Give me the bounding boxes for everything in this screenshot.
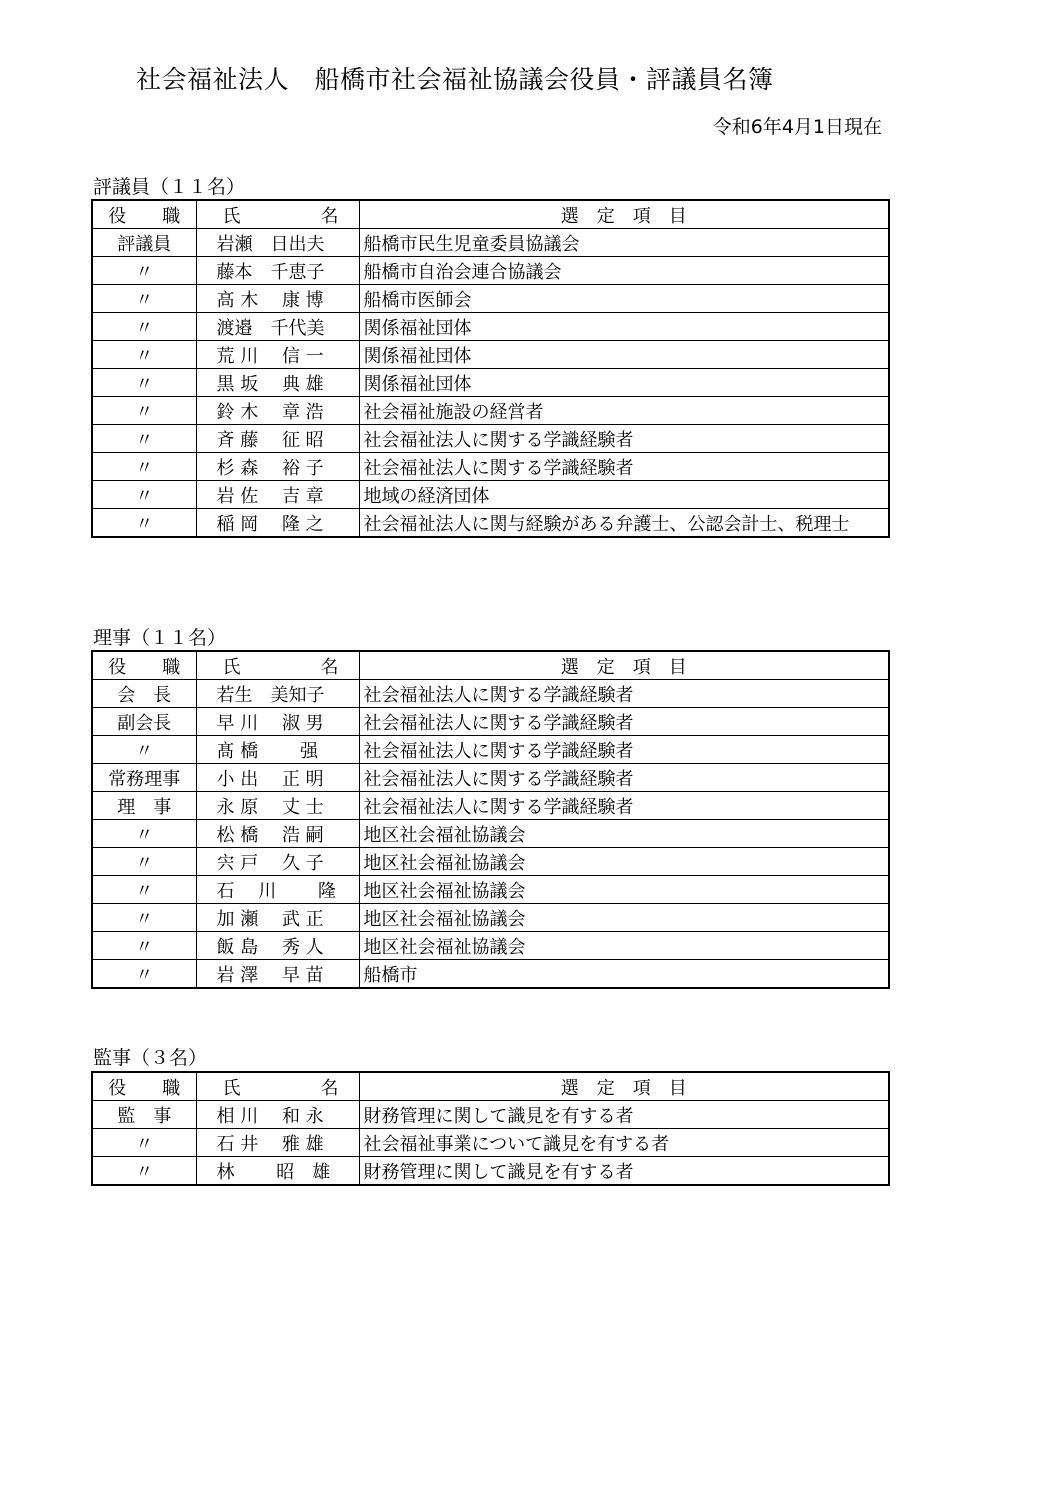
basis-cell: 地区社会福祉協議会 <box>359 848 889 876</box>
role-cell: 〃 <box>92 313 196 341</box>
name-cell: 若生 美知子 <box>196 680 359 708</box>
name-cell: 岩 佐 吉 章 <box>196 481 359 509</box>
role-cell: 監 事 <box>92 1101 196 1129</box>
table-row <box>92 820 889 848</box>
role-cell: 〃 <box>92 736 196 764</box>
table-row <box>92 1157 889 1186</box>
table-header-row <box>92 200 889 229</box>
role-cell: 〃 <box>92 509 196 538</box>
header-basis: 選 定 項 目 <box>359 1072 889 1101</box>
header-name-left: 氏 <box>222 1077 241 1099</box>
table-row <box>92 764 889 792</box>
name-cell: 渡邉 千代美 <box>196 313 359 341</box>
basis-cell: 社会福祉法人に関する学識経験者 <box>359 425 889 453</box>
role-cell: 〃 <box>92 932 196 960</box>
basis-cell: 船橋市民生児童委員協議会 <box>359 229 889 257</box>
name-cell: 小 出 正 明 <box>196 764 359 792</box>
name-cell: 荒 川 信 一 <box>196 341 359 369</box>
header-role: 役 職 <box>92 200 196 229</box>
councilors-section-title: 評議員（１１名） <box>93 176 246 198</box>
table-row <box>92 285 889 313</box>
name-cell: 鈴 木 章 浩 <box>196 397 359 425</box>
role-cell: 〃 <box>92 369 196 397</box>
basis-cell: 財務管理に関して識見を有する者 <box>359 1157 889 1186</box>
basis-cell: 社会福祉法人に関する学識経験者 <box>359 453 889 481</box>
name-cell: 杉 森 裕 子 <box>196 453 359 481</box>
table-row <box>92 680 889 708</box>
directors-table <box>91 650 890 989</box>
basis-cell: 地区社会福祉協議会 <box>359 904 889 932</box>
basis-cell: 社会福祉法人に関する学識経験者 <box>359 764 889 792</box>
role-cell: 〃 <box>92 397 196 425</box>
role-cell: 評議員 <box>92 229 196 257</box>
auditors-section-title: 監事（３名） <box>93 1047 208 1069</box>
basis-cell: 関係福祉団体 <box>359 313 889 341</box>
role-cell: 〃 <box>92 876 196 904</box>
name-cell: 相 川 和 永 <box>196 1101 359 1129</box>
header-name-left: 氏 <box>222 205 241 227</box>
basis-cell: 社会福祉法人に関する学識経験者 <box>359 708 889 736</box>
table-row <box>92 876 889 904</box>
table-row <box>92 960 889 989</box>
name-cell: 加 瀬 武 正 <box>196 904 359 932</box>
name-cell: 岩 澤 早 苗 <box>196 960 359 989</box>
header-name-left: 氏 <box>222 656 241 678</box>
header-role: 役 職 <box>92 1072 196 1101</box>
name-cell: 早 川 淑 男 <box>196 708 359 736</box>
table-header-row <box>92 651 889 680</box>
header-name-right: 名 <box>320 656 339 678</box>
name-cell: 飯 島 秀 人 <box>196 932 359 960</box>
role-cell: 〃 <box>92 820 196 848</box>
name-cell: 石 井 雅 雄 <box>196 1129 359 1157</box>
table-row <box>92 341 889 369</box>
basis-cell: 社会福祉施設の経営者 <box>359 397 889 425</box>
basis-cell: 社会福祉法人に関する学識経験者 <box>359 736 889 764</box>
table-row <box>92 932 889 960</box>
role-cell: 〃 <box>92 960 196 989</box>
name-cell: 林 昭 雄 <box>196 1157 359 1186</box>
name-cell: 髙 橋 强 <box>196 736 359 764</box>
basis-cell: 関係福祉団体 <box>359 341 889 369</box>
table-row <box>92 369 889 397</box>
basis-cell: 社会福祉法人に関する学識経験者 <box>359 792 889 820</box>
basis-cell: 船橋市医師会 <box>359 285 889 313</box>
table-row <box>92 453 889 481</box>
role-cell: 副会長 <box>92 708 196 736</box>
role-cell: 常務理事 <box>92 764 196 792</box>
table-row <box>92 708 889 736</box>
header-name-right: 名 <box>320 1077 339 1099</box>
header-name <box>196 200 359 229</box>
table-header-row <box>92 1072 889 1101</box>
header-role: 役 職 <box>92 651 196 680</box>
header-name <box>196 651 359 680</box>
table-row <box>92 848 889 876</box>
role-cell: 〃 <box>92 425 196 453</box>
name-cell: 松 橋 浩 嗣 <box>196 820 359 848</box>
table-row <box>92 1129 889 1157</box>
directors-section-title: 理事（１１名） <box>93 627 227 649</box>
role-cell: 〃 <box>92 904 196 932</box>
name-cell: 宍 戸 久 子 <box>196 848 359 876</box>
basis-cell: 社会福祉事業について識見を有する者 <box>359 1129 889 1157</box>
table-row <box>92 736 889 764</box>
basis-cell: 地区社会福祉協議会 <box>359 932 889 960</box>
table-row <box>92 481 889 509</box>
role-cell: 理 事 <box>92 792 196 820</box>
basis-cell: 関係福祉団体 <box>359 369 889 397</box>
header-name-right: 名 <box>320 205 339 227</box>
basis-cell: 船橋市 <box>359 960 889 989</box>
basis-cell: 地域の経済団体 <box>359 481 889 509</box>
auditors-table <box>91 1071 890 1186</box>
role-cell: 会 長 <box>92 680 196 708</box>
name-cell: 岩瀬 日出夫 <box>196 229 359 257</box>
councilors-table <box>91 199 890 538</box>
page-title: 社会福祉法人 船橋市社会福祉協議会役員・評議員名簿 <box>136 65 774 94</box>
table-row <box>92 229 889 257</box>
role-cell: 〃 <box>92 1129 196 1157</box>
header-basis: 選 定 項 目 <box>359 651 889 680</box>
name-cell: 稲 岡 隆 之 <box>196 509 359 538</box>
name-cell: 石 川 隆 <box>196 876 359 904</box>
name-cell: 永 原 丈 士 <box>196 792 359 820</box>
table-row <box>92 1101 889 1129</box>
basis-cell: 社会福祉法人に関与経験がある弁護士、公認会計士、税理士 <box>359 509 889 538</box>
table-row <box>92 313 889 341</box>
name-cell: 斉 藤 征 昭 <box>196 425 359 453</box>
role-cell: 〃 <box>92 285 196 313</box>
role-cell: 〃 <box>92 1157 196 1186</box>
header-basis: 選 定 項 目 <box>359 200 889 229</box>
table-row <box>92 509 889 538</box>
table-row <box>92 257 889 285</box>
name-cell: 藤本 千恵子 <box>196 257 359 285</box>
basis-cell: 船橋市自治会連合協議会 <box>359 257 889 285</box>
role-cell: 〃 <box>92 481 196 509</box>
as-of-date: 令和6年4月1日現在 <box>712 116 882 138</box>
basis-cell: 社会福祉法人に関する学識経験者 <box>359 680 889 708</box>
table-row <box>92 792 889 820</box>
table-row <box>92 397 889 425</box>
basis-cell: 財務管理に関して識見を有する者 <box>359 1101 889 1129</box>
table-row <box>92 904 889 932</box>
table-row <box>92 425 889 453</box>
role-cell: 〃 <box>92 341 196 369</box>
role-cell: 〃 <box>92 257 196 285</box>
name-cell: 高 木 康 博 <box>196 285 359 313</box>
role-cell: 〃 <box>92 453 196 481</box>
header-name <box>196 1072 359 1101</box>
basis-cell: 地区社会福祉協議会 <box>359 820 889 848</box>
basis-cell: 地区社会福祉協議会 <box>359 876 889 904</box>
role-cell: 〃 <box>92 848 196 876</box>
name-cell: 黒 坂 典 雄 <box>196 369 359 397</box>
